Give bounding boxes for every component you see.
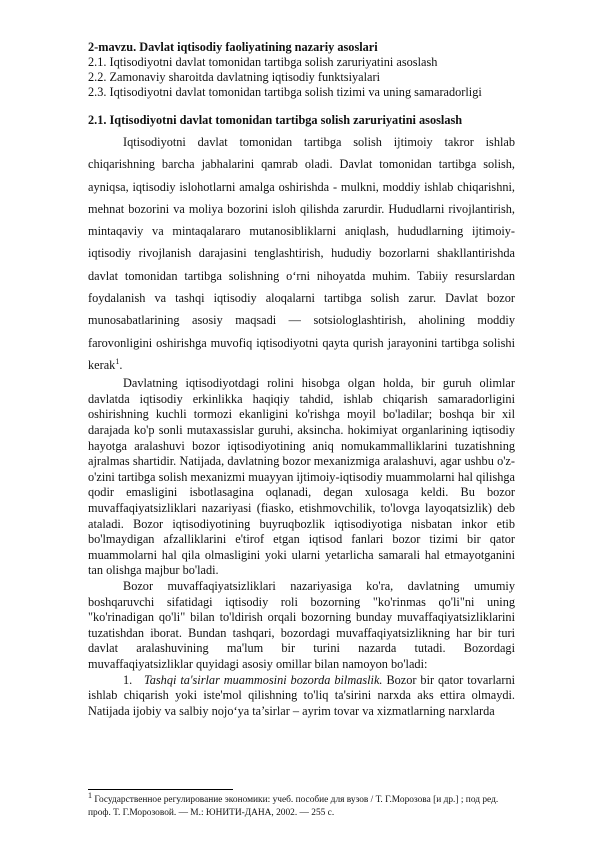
paragraph-1-text: Iqtisodiyotni davlat tomonidan tartibga solish ijtimoiy takror ishlab chiqarishning barcha jabhalarini qamrab oladi. Davlat tomonidan tartibga solish, ayniqsa, iqtisodiy islohotlarni amalga oshirishda - mulkni, moddiy ishlab chiqarishni, mehnat bozorini va moliya bozorini isloh qilishda zarurdir. Hududlarni rivojlantirish, mintaqaviy va mintaqalararo mutanosibliklarni aniqlash, hududlarning ijtimoiy-iqtisodiy rivojlanish darajasini tenglashtirish, hududiy bozorlarni shakllantirishda davlat tomonidan tartibga solishning o‘rni nihoyatda muhim. Tabiiy resurslardan foydalanish va tashqi iqtisodiy aloqalarni tartibga solish zarur. Davlat bozor munosabatlarining asosiy maqsadi — sotsiologlashtirish, aholining moddiy farovonligini oshirishga muvofiq iqtisodiyotni qayta qurish jarayonini tartibga solishi kerak <box>88 135 515 372</box>
footnote-text: Государственное регулирование экономики: учеб. пособие для вузов / Т. Г.Морозова [и др.] ; под ред. проф. Т. Г.Морозовой. — М.: ЮНИТИ-ДАНА, 2002. — 255 с. <box>88 795 499 818</box>
list-item-text: Bozor bir qator tovarlarni ishlab chiqarish yoki iste'mol qilishning to'liq ta'sirini narxda aks ettira olmaydi. Natijada ijobiy va salbiy nojo‘ya ta’sirlar – ayrim tovar va xizmatlarning narxlarda <box>88 672 516 718</box>
footnote-divider <box>88 789 233 790</box>
list-number: 1. <box>123 672 133 687</box>
list-item-emphasis: Tashqi ta'sirlar muammosini bozorda bilmaslik. <box>144 672 383 687</box>
footnote-reference[interactable]: 1 <box>115 356 120 366</box>
toc-item-2-1: 2.1. Iqtisodiyotni davlat tomonidan tartibga solish zaruriyatini asoslash <box>88 55 438 69</box>
toc-item-2-3: 2.3. Iqtisodiyotni davlat tomonidan tartibga solish tizimi va uning samaradorligi <box>88 85 482 99</box>
toc-item-2-2: 2.2. Zamonaviy sharoitda davlatning iqtisodiy funktsiyalari <box>88 70 380 84</box>
section-heading: 2.1. Iqtisodiyotni davlat tomonidan tartibga solish zaruriyatini asoslash <box>88 113 463 127</box>
paragraph-1-tail: . <box>119 357 123 372</box>
footnote-marker: 1 <box>88 790 92 800</box>
paragraph-2: Davlatning iqtisodiyotdagi rolini hisobga olgan holda, bir guruh olimlar davlatda iqtisodiy erkinlikka haqiqiy tahdid, ishlab chiqarish samaradorligini oshirishning kuchli tormozi ekanligini ko'rishga moyil bo'ladilar; boshqa bir xil darajada ko'p sonli mutaxassislar guruhi, aksincha. hokimiyat organlarining iqtisodiy hayotga aralashuvi bozor iqtisodiyotining aniq nomukammalliklarini tuzatishning ajralmas shartidir. Natijada, davlatning bozor mexanizmiga aralashuvi, agar ushbu o'z-o'zini tartibga solish mexanizmi muayyan ijtimoiy-iqtisodiy muammolarni hal qilishga qodir emasligini isbotlasagina oqlanadi, degan xulosaga keldi. Bu bozor muvaffaqiyatsizliklari nazariyasi (fiasko, etishmovchilik, to'lovga layoqatsizlik) deb ataladi. Bozor iqtisodiyotining buyruqbozlik iqtisodiyotiga nisbatan inkor etib bo'lmaydigan afzalliklarini e'tirof etgan iqtisod fanlari bozor tizimi bir qator muammolarni hal qila olmasligini yoki ularni yetarlicha samarali hal etmayotganini tan olishga majbur bo'ladi. <box>88 376 515 578</box>
document-page <box>88 40 515 719</box>
paragraph-3: Bozor muvaffaqiyatsizliklari nazariyasiga ko'ra, davlatning umumiy boshqaruvchi sifatidagi iqtisodiy roli bozorning "ko'rinmas qo'li"ni uning "ko'rinadigan qo'li" bilan to'ldirish orqali bozorning bunday muvaffaqiyatsizliklarini tuzatishdan iborat. Bundan tashqari, bozordagi muvaffaqiyatsizlikning har bir turi davlat aralashuvining ma'lum bir turini nazarda tutadi. Bozordagi muvaffaqiyatsizliklar quyidagi asosiy omillar bilan namoyon bo'ladi: <box>88 578 515 671</box>
topic-title: 2-mavzu. Davlat iqtisodiy faoliyatining nazariy asoslari <box>88 40 378 54</box>
paragraph-1 <box>88 131 515 376</box>
list-item-1 <box>88 673 515 720</box>
footnote <box>88 790 515 820</box>
